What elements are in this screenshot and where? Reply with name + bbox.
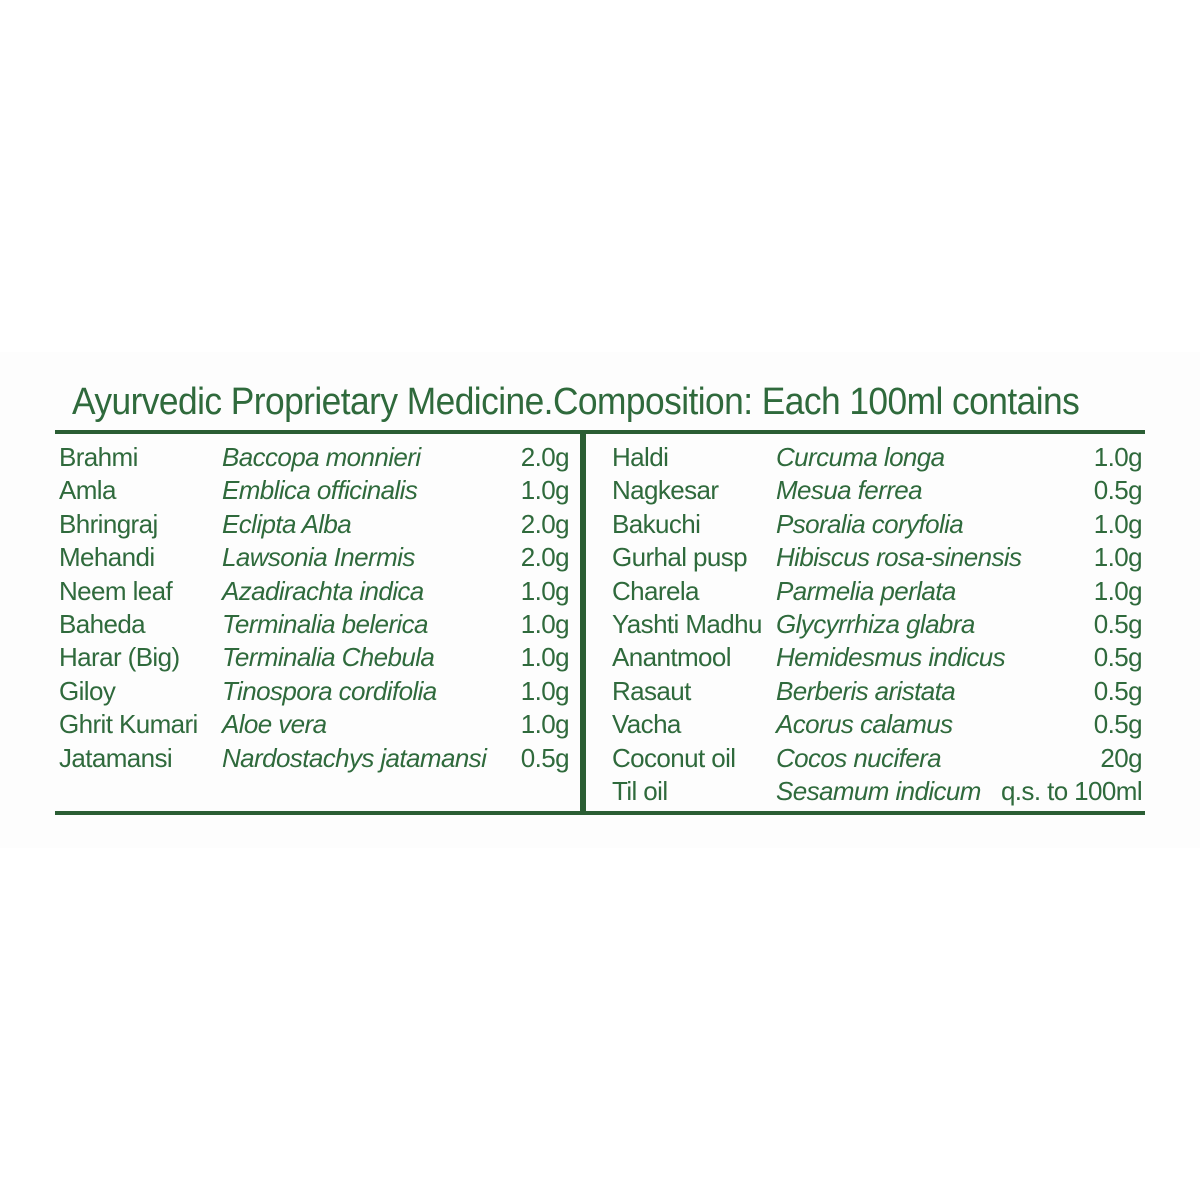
ingredient-botanical-name: Hibiscus rosa-sinensis bbox=[776, 542, 1022, 573]
ingredient-quantity: 1.0g bbox=[520, 575, 569, 606]
ingredient-row bbox=[612, 775, 1142, 808]
ingredient-botanical-name: Emblica officinalis bbox=[222, 475, 418, 506]
ingredient-botanical-name: Terminalia Chebula bbox=[222, 642, 435, 673]
ingredient-row bbox=[59, 441, 569, 474]
ingredient-quantity: 2.0g bbox=[520, 508, 569, 539]
ingredient-quantity: 1.0g bbox=[520, 675, 569, 706]
ingredient-common-name: Harar (Big) bbox=[59, 642, 180, 673]
ingredient-botanical-name: Sesamum indicum bbox=[776, 775, 981, 806]
ingredient-botanical-name: Acorus calamus bbox=[776, 709, 953, 740]
ingredient-row bbox=[59, 708, 569, 741]
ingredient-row bbox=[59, 608, 569, 641]
ingredient-row bbox=[59, 675, 569, 708]
ingredient-row bbox=[612, 474, 1142, 507]
ingredient-row bbox=[59, 508, 569, 541]
ingredient-common-name: Yashti Madhu bbox=[612, 608, 762, 639]
ingredient-botanical-name: Hemidesmus indicus bbox=[776, 642, 1006, 673]
composition-title: Ayurvedic Proprietary Medicine.Composition: Each 100ml contains bbox=[72, 381, 1080, 423]
ingredient-common-name: Charela bbox=[612, 575, 699, 606]
bottom-rule bbox=[55, 811, 1145, 815]
ingredient-quantity: 20g bbox=[1100, 742, 1142, 773]
ingredient-botanical-name: Berberis aristata bbox=[776, 675, 956, 706]
ingredient-botanical-name: Parmelia perlata bbox=[776, 575, 956, 606]
ingredient-row bbox=[612, 575, 1142, 608]
ingredient-quantity: 2.0g bbox=[520, 442, 569, 472]
ingredient-quantity: 1.0g bbox=[1093, 442, 1142, 472]
ingredient-quantity: 1.0g bbox=[520, 642, 569, 673]
ingredient-common-name: Amla bbox=[59, 475, 116, 506]
ingredient-common-name: Baheda bbox=[59, 608, 146, 639]
top-rule bbox=[55, 430, 1145, 434]
ingredient-botanical-name: Nardostachys jatamansi bbox=[222, 742, 487, 773]
ingredient-common-name: Bakuchi bbox=[612, 508, 701, 539]
ingredient-row bbox=[59, 742, 569, 775]
ingredient-common-name: Til oil bbox=[612, 775, 668, 806]
ingredient-botanical-name: Tinospora cordifolia bbox=[222, 675, 437, 706]
ingredient-quantity: 1.0g bbox=[1093, 542, 1142, 573]
ingredient-row bbox=[59, 575, 569, 608]
ingredient-common-name: Gurhal pusp bbox=[612, 542, 748, 573]
ingredient-botanical-name: Mesua ferrea bbox=[776, 475, 922, 506]
ingredient-botanical-name: Cocos nucifera bbox=[776, 742, 942, 773]
ingredient-common-name: Bhringraj bbox=[59, 508, 158, 539]
ingredient-botanical-name: Azadirachta indica bbox=[222, 575, 424, 606]
ingredient-quantity: 0.5g bbox=[1093, 642, 1142, 673]
ingredient-botanical-name: Curcuma longa bbox=[776, 442, 945, 472]
ingredient-quantity: 1.0g bbox=[520, 709, 569, 740]
ingredient-botanical-name: Baccopa monnieri bbox=[222, 442, 421, 472]
ingredient-row bbox=[612, 641, 1142, 674]
ingredient-botanical-name: Terminalia belerica bbox=[222, 608, 428, 639]
ingredient-common-name: Vacha bbox=[612, 709, 681, 740]
ingredients-left-column bbox=[59, 441, 569, 775]
ingredient-quantity: 0.5g bbox=[1093, 475, 1142, 506]
ingredient-quantity: 0.5g bbox=[1093, 709, 1142, 740]
ingredient-quantity: 1.0g bbox=[1093, 508, 1142, 539]
ingredient-quantity: 1.0g bbox=[520, 475, 569, 506]
ingredient-row bbox=[612, 508, 1142, 541]
column-divider bbox=[580, 434, 586, 811]
ingredient-row bbox=[612, 742, 1142, 775]
ingredient-common-name: Ghrit Kumari bbox=[59, 709, 198, 740]
ingredient-quantity: 1.0g bbox=[1093, 575, 1142, 606]
ingredient-common-name: Jatamansi bbox=[59, 742, 173, 773]
ingredient-row bbox=[59, 541, 569, 574]
ingredient-quantity: 0.5g bbox=[1093, 675, 1142, 706]
ingredient-row bbox=[612, 541, 1142, 574]
ingredients-right-column bbox=[612, 441, 1142, 808]
ingredient-botanical-name: Glycyrrhiza glabra bbox=[776, 608, 975, 639]
ingredient-common-name: Coconut oil bbox=[612, 742, 736, 773]
ingredient-botanical-name: Psoralia coryfolia bbox=[776, 508, 964, 539]
ingredient-common-name: Nagkesar bbox=[612, 475, 719, 506]
ingredient-quantity: 1.0g bbox=[520, 608, 569, 639]
ingredient-botanical-name: Aloe vera bbox=[222, 709, 327, 740]
ingredient-common-name: Giloy bbox=[59, 675, 116, 706]
ingredient-common-name: Mehandi bbox=[59, 542, 155, 573]
ingredient-row bbox=[612, 708, 1142, 741]
ingredient-row bbox=[612, 608, 1142, 641]
ingredient-common-name: Neem leaf bbox=[59, 575, 173, 606]
ingredient-common-name: Haldi bbox=[612, 442, 669, 472]
ingredient-quantity: 0.5g bbox=[520, 742, 569, 773]
ingredient-botanical-name: Lawsonia Inermis bbox=[222, 542, 415, 573]
ingredient-row bbox=[612, 441, 1142, 474]
ingredient-common-name: Brahmi bbox=[59, 442, 138, 472]
ingredient-quantity: 2.0g bbox=[520, 542, 569, 573]
ingredient-row bbox=[59, 474, 569, 507]
ingredient-quantity: 0.5g bbox=[1093, 608, 1142, 639]
ingredient-botanical-name: Eclipta Alba bbox=[222, 508, 352, 539]
ingredient-quantity: q.s. to 100ml bbox=[1000, 775, 1142, 806]
ingredient-common-name: Anantmool bbox=[612, 642, 731, 673]
ingredient-row bbox=[612, 675, 1142, 708]
ingredient-common-name: Rasaut bbox=[612, 675, 691, 706]
ingredient-row bbox=[59, 641, 569, 674]
